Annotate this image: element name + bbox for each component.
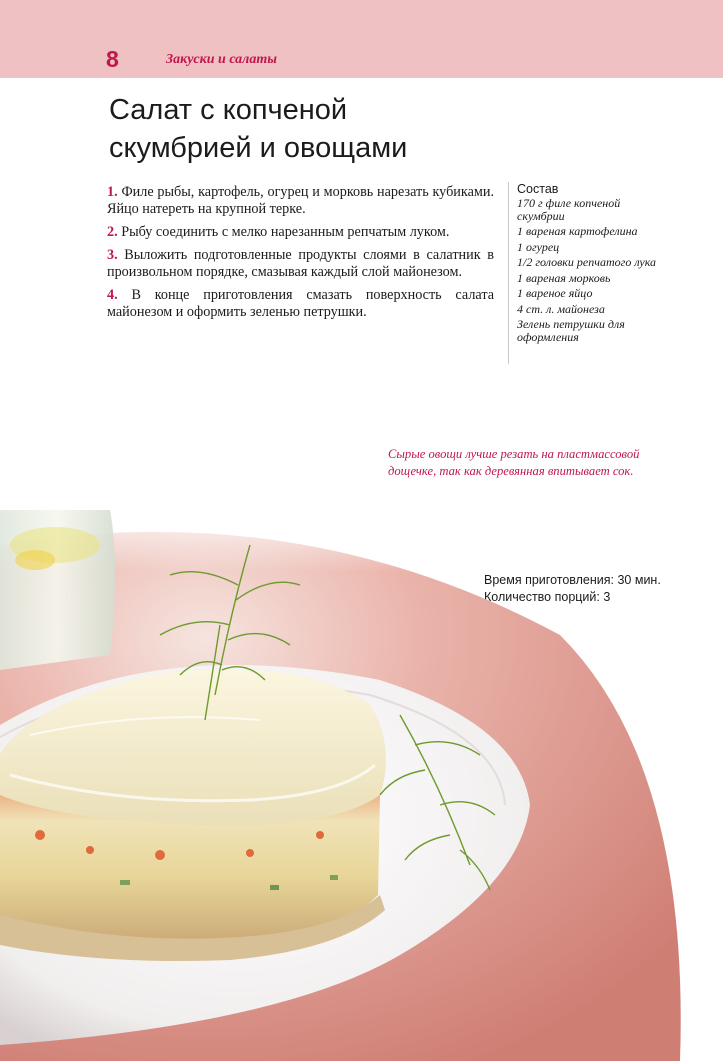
step-3 [107, 247, 494, 281]
recipe-steps [107, 184, 494, 327]
list-item: 1 вареная морковь [517, 270, 611, 285]
header-band [0, 0, 723, 78]
step-number: 4. [107, 287, 118, 303]
step-text: В конце приготовления смазать поверхность салата майонезом и оформить зеленью петрушки. [107, 287, 494, 320]
step-number: 1. [107, 184, 118, 200]
section-title: Закуски и салаты [166, 52, 277, 67]
step-2 [107, 224, 494, 241]
list-item: 1/2 головки репчатого лука [517, 255, 657, 269]
list-item: 170 г филе копченой скумбрии [517, 196, 621, 223]
cooking-tip: Сырые овощи лучше резать на пластмассовой дощечке, так как деревянная впитывает сок. [388, 447, 640, 478]
step-text: Выложить подготовленные продукты слоями в салатник в произвольном порядке, смазывая каждый слой майонезом. [107, 247, 494, 280]
recipe-title [109, 91, 407, 167]
step-number: 3. [107, 247, 118, 263]
page-number: 8 [106, 46, 119, 72]
step-text: Рыбу соединить с мелко нарезанным репчатым луком. [121, 224, 450, 240]
list-item: 1 вареная картофелина [517, 224, 638, 238]
step-text: Филе рыбы, картофель, огурец и морковь нарезать кубиками. Яйцо натереть на крупной терке. [107, 184, 494, 217]
ingredients-list [517, 197, 667, 343]
list-item: Зелень петрушки для оформления [517, 317, 625, 344]
list-item: 1 вареное яйцо [517, 286, 593, 300]
ingredients-title: Состав [517, 182, 559, 196]
step-4 [107, 287, 494, 321]
salad-photo [0, 505, 723, 1061]
ingredients-panel [508, 182, 667, 364]
recipe-title-line-2: скумбрией и овощами [109, 132, 408, 164]
list-item: 4 ст. л. майонеза [517, 301, 605, 316]
step-number: 2. [107, 224, 118, 240]
list-item: 1 огурец [517, 239, 560, 254]
recipe-title-line-1: Салат с копченой [109, 94, 348, 126]
step-1 [107, 184, 494, 218]
